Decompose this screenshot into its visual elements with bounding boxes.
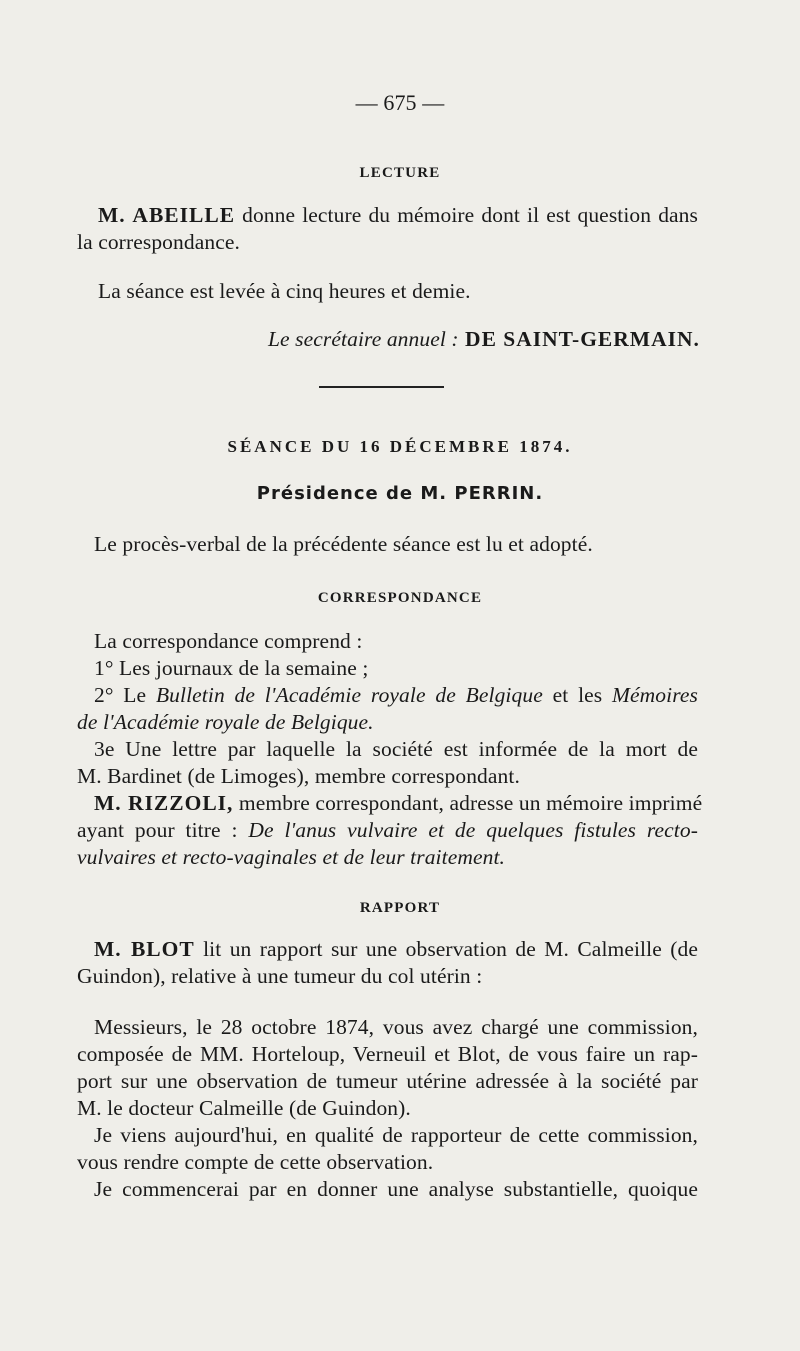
item2-bulletin-title: Bulletin de l'Académie royale de Belgique (155, 683, 543, 707)
rizzoli-title-part-1: De l'anus vulvaire et de quelques fistules recto- (248, 818, 698, 842)
rapport-p3-line-1: Je commencerai par en donner une analyse substantielle, quoique (94, 1177, 698, 1201)
rapport-p1-line-3: port sur une observation de tumeur utérine adressée à la société par (77, 1069, 698, 1093)
item2-memoires-title: Mémoires (612, 683, 698, 707)
page-number: — 675 — (355, 90, 445, 115)
rapport-p2-line-1: Je viens aujourd'hui, en qualité de rapporteur de cette commission, (94, 1123, 698, 1147)
rapport-heading: RAPPORT (359, 900, 441, 916)
seance-levee: La séance est levée à cinq heures et demie. (98, 279, 471, 303)
blot-line-1 (94, 936, 698, 962)
rapport-p1-line-4: M. le docteur Calmeille (de Guindon). (77, 1096, 411, 1120)
rizzoli-line-2-prefix: ayant pour titre : (77, 818, 249, 842)
rapport-p2-line-2: vous rendre compte de cette observation. (77, 1150, 434, 1174)
signature-name: DE SAINT-GERMAIN. (458, 327, 700, 351)
correspondance-item-3-line-2: M. Bardinet (de Limoges), membre correspondant. (77, 764, 520, 788)
correspondance-item-2-line-2 (77, 709, 374, 735)
item2-mid: et les (542, 683, 613, 707)
rizzoli-line-1 (94, 790, 703, 816)
blot-line-1-text: lit un rapport sur une observation de M. Calmeille (de (194, 937, 698, 961)
item2-line2-title: de l'Académie royale de Belgique. (77, 710, 374, 734)
correspondance-item-1: 1° Les journaux de la semaine ; (94, 656, 369, 680)
lecture-line-1-text: donne lecture du mémoire dont il est question dans (235, 203, 699, 227)
item2-prefix: 2° Le (94, 683, 156, 707)
signature-title: Le secrétaire annuel : (268, 327, 459, 351)
lecture-line-1 (98, 202, 698, 228)
lecture-line-2: la correspondance. (77, 230, 240, 254)
proces-verbal: Le procès-verbal de la précédente séance est lu et adopté. (94, 532, 593, 556)
rizzoli-line-1-text: membre correspondant, adresse un mémoire imprimé (233, 791, 703, 815)
blot-line-2: Guindon), relative à une tumeur du col utérin : (77, 964, 483, 988)
correspondance-heading: CORRESPONDANCE (317, 590, 483, 606)
speaker-abeille: M. ABEILLE (98, 203, 236, 227)
speaker-blot: M. BLOT (94, 937, 195, 961)
correspondance-item-3: 3e Une lettre par laquelle la société est informée de la mort de (94, 737, 698, 761)
speaker-rizzoli: M. RIZZOLI, (94, 791, 234, 815)
correspondance-item-2 (94, 682, 698, 708)
rapport-p1-line-2: composée de MM. Horteloup, Verneuil et Blot, de vous faire un rap- (77, 1042, 698, 1066)
rapport-p1-line-1: Messieurs, le 28 octobre 1874, vous avez chargé une commission, (94, 1015, 698, 1039)
signature (268, 326, 700, 352)
section-divider (319, 386, 444, 388)
lecture-heading: LECTURE (359, 165, 441, 181)
rizzoli-title-part-2: vulvaires et recto-vaginales et de leur traitement. (77, 845, 506, 869)
rizzoli-line-3 (77, 844, 505, 870)
correspondance-intro: La correspondance comprend : (94, 629, 363, 653)
rizzoli-line-2 (77, 817, 698, 843)
presidence: Présidence de M. PERRIN. (256, 483, 544, 504)
seance-title: SÉANCE DU 16 DÉCEMBRE 1874. (227, 437, 573, 456)
